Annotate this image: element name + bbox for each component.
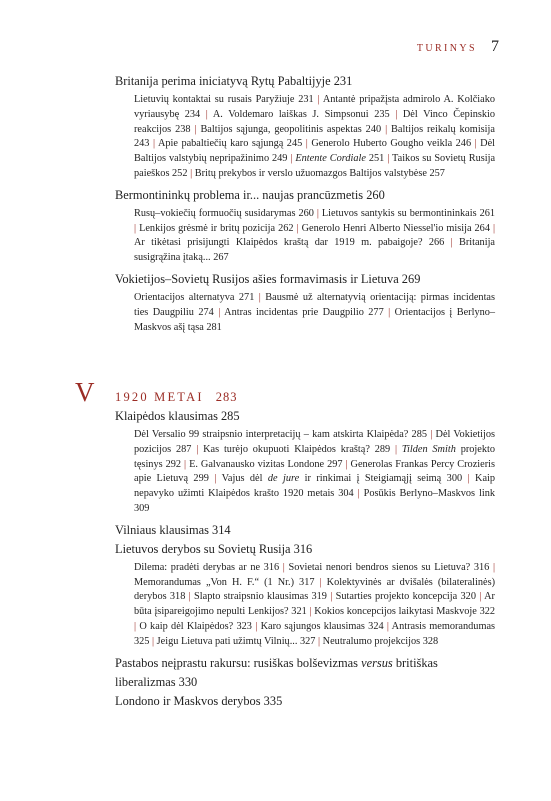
toc-sub: Kas turėjo okupuoti Klaipėdos kraštą? 289 — [203, 443, 391, 455]
section-title: 1920 METAI — [115, 390, 204, 404]
toc-sub: Lietuvių kontaktai su rusais Paryžiuje 231 — [134, 94, 314, 105]
page-number: 7 — [491, 38, 499, 55]
toc-entry: Vilniaus klausimas 314 — [115, 522, 231, 537]
toc-sub: Bausmė už alternatyvią orientaciją: pirmas incidentas ties Daugpiliu 274 — [134, 291, 496, 318]
running-head-label: TURINYS — [416, 43, 477, 54]
toc-subentries: Dėl Versalio 99 straipsnio interpretacijų – kam atskirta Klaipėda? 285 | Dėl Vokietijos pozicijos 287 | Kas turėjo okupuoti Klaipėdos kraštą? 289 | Tilden Smith projekto tęsinys 292 | E. Galvanausko vizitas Londone 297 | Generolas Frankas Percy Crozieris apie Lietuvą 299 | Vajus dėl de jure ir rinkimai į Steigiamąjį seimą 300 | Kaip nepavyko užimti Klaipėdos krašto 1920 metais 304 | Posūkis Berlyno–Maskvos link 309 — [134, 429, 496, 514]
toc-part-2 — [115, 407, 495, 711]
toc-sub: Antras incidentas prie Daugpilio 277 — [224, 306, 384, 318]
toc-subentries: Dilema: pradėti derybas ar ne 316 | Sovietai nenori bendros sienos su Lietuva? 316 | Memorandumas „Von H. F.“ (1 Nr.) 317 | Kolektyvinės ar dvišalės (bilateralinės) derybos 318 | Slapto straipsnio klausimas 319 | Sutarties projekto koncepcija 320 | Ar būta įsipareigojimo nepulti Lenkijos? 321 | Kokios koncepcijos laikytasi Maskvoje 322 | O kaip dėl Klaipėdos? 323 | Karo sąjungos klausimas 324 | Antrasis memorandumas 325 | Jeigu Lietuva pati užimtų Vilnių... 327 | Neutralumo projekcijos 328 — [134, 561, 496, 647]
toc-subentries: Rusų–vokiečių formuočių susidarymas 260 | Lietuvos santykis su bermontininkais 261 | Lenkijos grėsmė ir britų pozicija 262 | Generolo Henri Alberto Niessel'io misija 264 | Ar tikėtasi prisijungti Klaipėdos kraštą dar 1919 m. pabaigoje? 266 | Britanija susigrąžina įtaką... 267 — [134, 207, 496, 264]
toc-subentries: Lietuvių kontaktai su rusais Paryžiuje 231 | Antantė pripažįsta admirolo A. Kolčiako vyriausybę 234 | A. Voldemaro laiškas J. Simpsonui 235 | Dėl Vinco Čepinskio reakcijos 238 | Baltijos sąjunga, geopolitinis aspektas 240 | Baltijos reikalų komisija 243 | Apie pabaltiečių karo sąjungą 245 | Generolo Huberto Gougho veikla 246 | Dėl Baltijos valstybių nepripažinimo 249 | Entente Cordiale 251 | Taikos su Sovietų Rusija paieškos 252 | Britų prekybos ir verslo užuomazgos Baltijos valstybėse 257 — [134, 94, 496, 179]
toc-sub: Dėl Versalio 99 straipsnio interpretacijų – kam atskirta Klaipėda? 285 — [134, 429, 427, 440]
toc-part-1 — [115, 72, 495, 339]
toc-sub: Orientacijos į Berlyno–Maskvos ašį tąsa 281 — [134, 306, 496, 333]
toc-sub: Apie pabaltiečių karo sąjungą 245 — [157, 138, 303, 150]
toc-entry: Klaipėdos klausimas 285 — [115, 409, 240, 423]
toc-sub: Britanija susigrąžina įtaką... 267 — [134, 237, 495, 264]
toc-sub: Dėl Vinco Čepinskio reakcijos 238 — [134, 108, 496, 135]
toc-entry: Vokietijos–Sovietų Rusijos ašies formavimasis ir Lietuva 269 — [115, 271, 421, 286]
toc-sub: Neutralumo projekcijos 328 — [322, 635, 439, 647]
toc-sub: Memorandumas „Von H. F.“ (1 Nr.) 317 — [134, 576, 315, 588]
section-heading — [75, 377, 237, 408]
toc-sub: Baltijos reikalų komisija 243 — [134, 123, 495, 150]
toc-sub: Taikos su Sovietų Rusija paieškos 252 — [134, 153, 496, 179]
toc-sub: Sutarties projekto koncepcija 320 — [335, 591, 476, 603]
toc-sub: Antantė pripažįsta admirolo A. Kolčiako vyriausybę 234 — [134, 94, 496, 120]
toc-sub: Britų prekybos ir verslo užuomazgos Baltijos valstybėse 257 — [194, 167, 445, 179]
toc-sub: Lietuvos santykis su bermontininkais 261 — [321, 207, 496, 219]
running-head — [417, 38, 499, 56]
toc-sub: Ar tikėtasi prisijungti Klaipėdos kraštą dar 1919 m. pabaigoje? 266 — [134, 237, 445, 249]
toc-sub: Generolo Huberto Gougho veikla 246 — [311, 138, 472, 150]
toc-sub: Vajus dėl — [221, 473, 263, 485]
toc-entry: Lietuvos derybos su Sovietų Rusija 316 — [115, 541, 313, 556]
toc-sub: Ar būta įsipareigojimo nepulti Lenkijos? 321 — [134, 591, 495, 618]
toc-sub: A. Voldemaro laiškas J. Simpsonui 235 — [212, 108, 390, 120]
toc-sub: Baltijos sąjunga, geopolitinis aspektas 240 — [200, 123, 382, 135]
toc-sub: Orientacijos alternatyva 271 — [134, 291, 255, 303]
toc-sub: E. Galvanausko vizitas Londone 297 — [189, 458, 343, 470]
toc-sub: Dėl Vokietijos pozicijos 287 — [134, 429, 496, 455]
toc-entry-italic: versus — [361, 655, 393, 670]
toc-sub: Sovietai nenori bendros sienos su Lietuva? 316 — [288, 561, 490, 573]
toc-sub: Slapto straipsnio klausimas 319 — [194, 591, 327, 603]
toc-sub-page: 251 — [368, 153, 385, 165]
toc-sub: Posūkis Berlyno–Maskvos link 309 — [134, 488, 495, 514]
toc-sub: Dėl Baltijos valstybių nepripažinimo 249 — [134, 138, 496, 165]
toc-entry-text: britiškas liberalizmas 330 — [115, 655, 438, 689]
toc-sub-italic: de jure — [267, 473, 300, 485]
toc-sub: Jeigu Lietuva pati užimtų Vilnių... 327 — [156, 635, 316, 647]
toc-sub: Karo sąjungos klausimas 324 — [260, 620, 384, 632]
toc-sub: Generolo Henri Alberto Niessel'io misija 264 — [301, 222, 490, 234]
toc-sub-italic: Entente Cordiale — [295, 153, 366, 165]
toc-sub: Generolas Frankas Percy Crozieris apie Lietuvą 299 — [134, 458, 496, 485]
section-numeral: V — [75, 377, 95, 407]
toc-sub: Kaip nepavyko užimti Klaipėdos krašto 1920 metais 304 — [134, 473, 496, 500]
toc-entry — [115, 654, 495, 692]
toc-entry-text: Pastabos neįprastu rakursu: rusiškas bolševizmas — [115, 655, 358, 670]
toc-sub: Dilema: pradėti derybas ar ne 316 — [134, 561, 280, 573]
toc-entry: Britanija perima iniciatyvą Rytų Pabaltijyje 231 — [115, 74, 353, 88]
section-page: 283 — [215, 390, 238, 404]
toc-sub: ir rinkimai į Steigiamąjį seimą 300 — [304, 473, 463, 485]
toc-sub-italic: Tilden Smith — [401, 443, 456, 455]
toc-sub: Kolektyvinės ar dvišalės (bilateralinės) derybos 318 — [134, 576, 496, 603]
toc-sub: Lenkijos grėsmė ir britų pozicija 262 — [139, 222, 294, 234]
toc-sub: Rusų–vokiečių formuočių susidarymas 260 — [134, 207, 314, 219]
toc-sub: O kaip dėl Klaipėdos? 323 — [139, 620, 252, 632]
toc-entry: Londono ir Maskvos derybos 335 — [115, 693, 283, 708]
toc-sub: projekto tęsinys 292 — [134, 443, 496, 470]
toc-entry: Bermontininkų problema ir... naujas prancūzmetis 260 — [115, 187, 385, 202]
toc-sub: Kokios koncepcijos laikytasi Maskvoje 322 — [314, 606, 496, 618]
toc-sub: Antrasis memorandumas 325 — [134, 620, 496, 647]
toc-subentries: Orientacijos alternatyva 271 | Bausmė už alternatyvią orientaciją: pirmas incidentas ties Daugpiliu 274 | Antras incidentas prie Daugpilio 277 | Orientacijos į Berlyno–Maskvos ašį tąsa 281 — [134, 291, 496, 333]
